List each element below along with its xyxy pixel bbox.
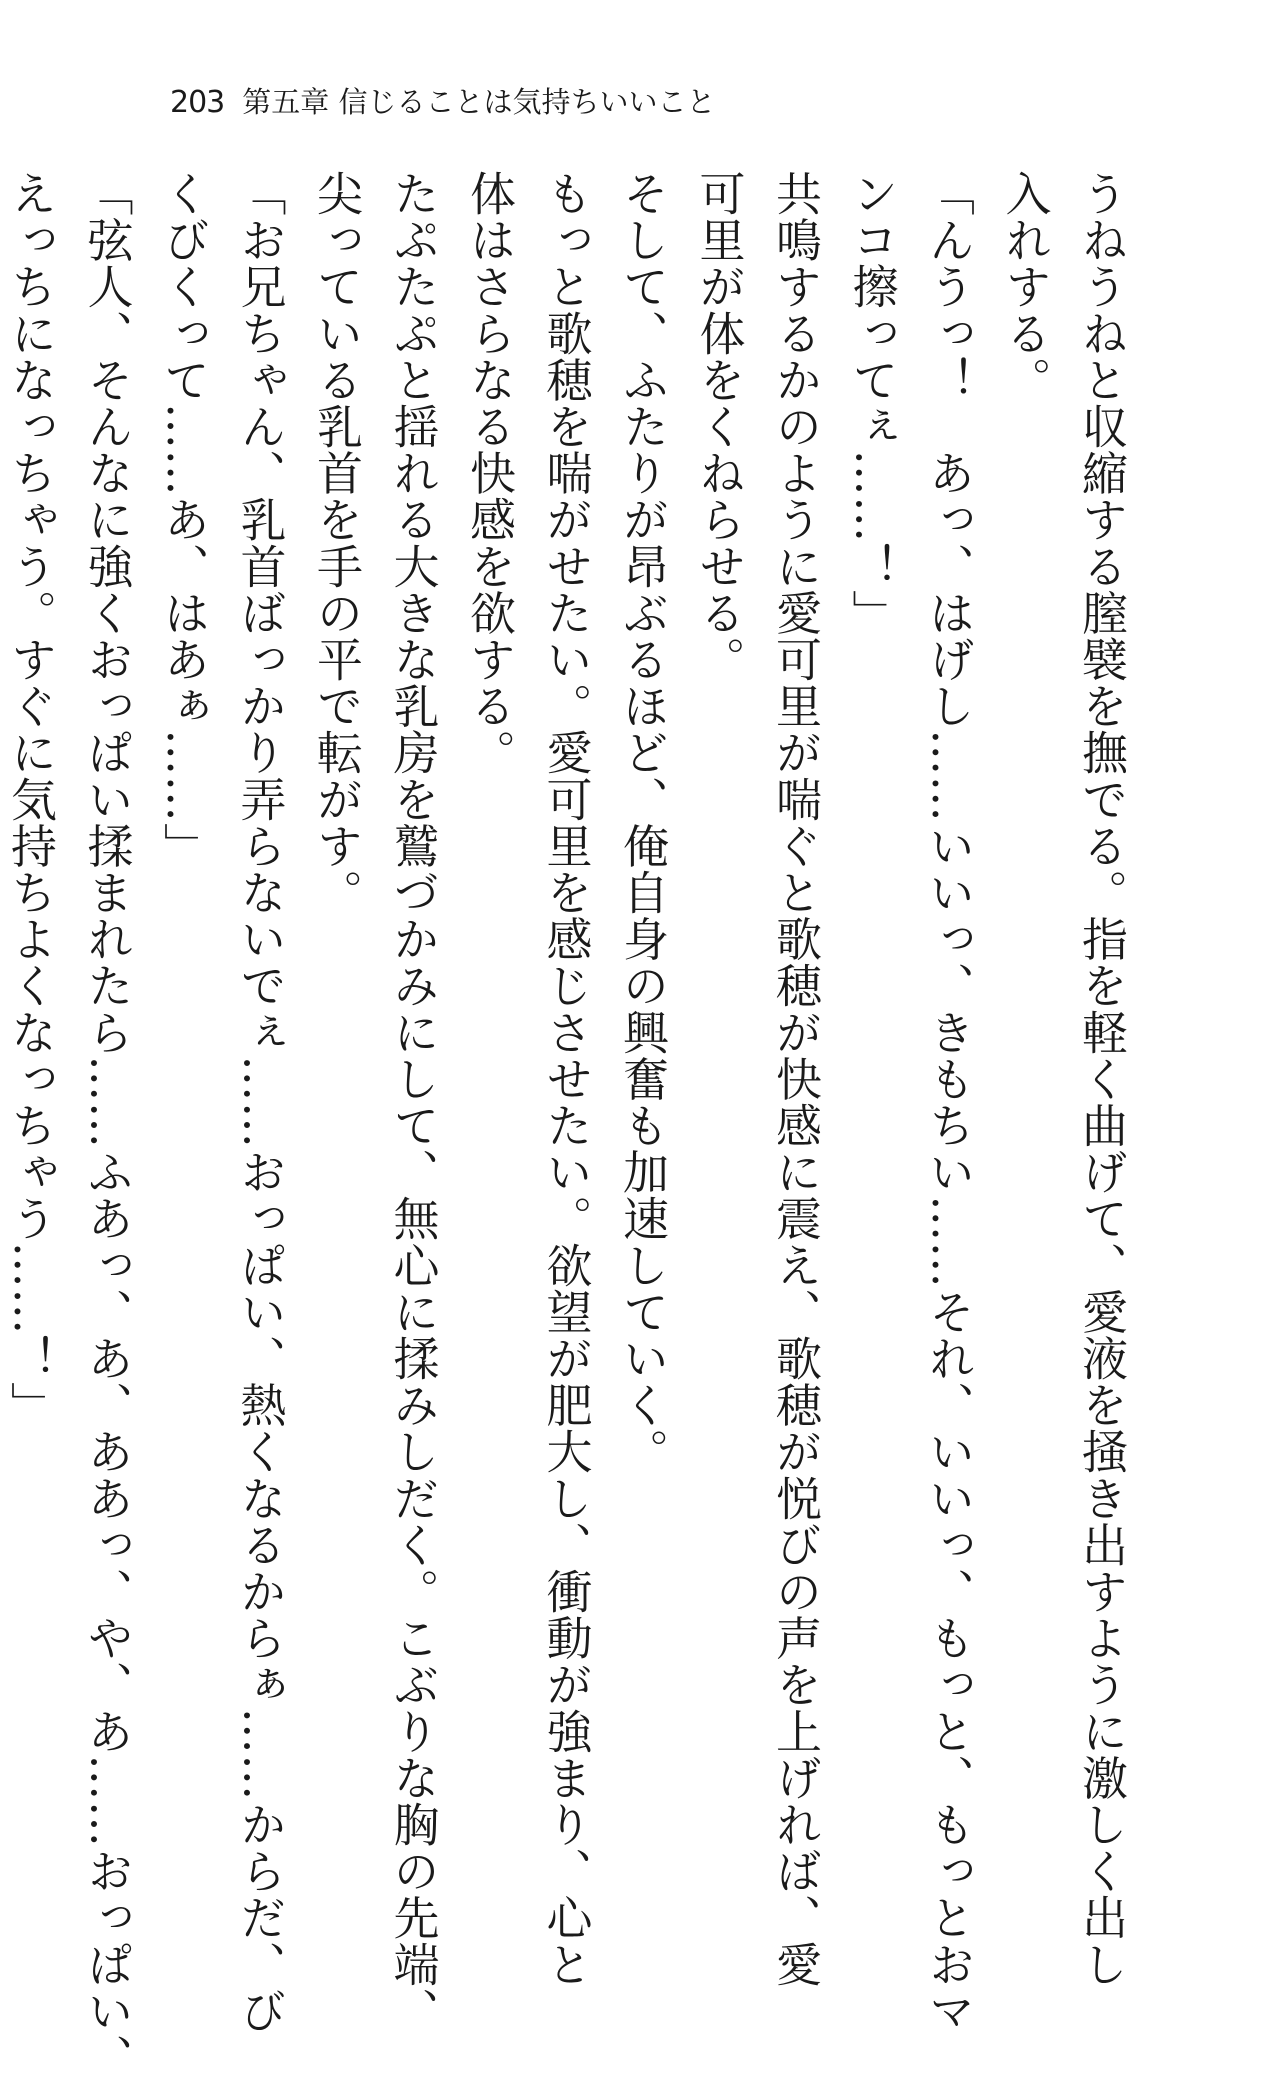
text-line: うねうねと収縮する膣襞を撫でる。指を軽く曲げて、愛液を掻き出すように激しく出し — [1075, 170, 1129, 1988]
text-line: 共鳴するかのように愛可里が喘ぐと歌穂が快感に震え、歌穂が悦びの声を上げれば、愛 — [769, 170, 823, 1988]
text-line: 体はさらなる快感を欲する。 — [463, 170, 517, 776]
text-line: 可里が体をくねらせる。 — [692, 170, 747, 683]
text-line: 「んうっ！ あっ、はげし……いいっ、きもちい……それ、いいっ、もっと、もっとおマ — [922, 170, 976, 2034]
text-line: もっと歌穂を喘がせたい。愛可里を感じさせたい。欲望が肥大し、衝動が強まり、心と — [539, 170, 594, 1988]
text-line: えっちになっちゃう。すぐに気持ちよくなっちゃう……！」 — [4, 170, 58, 1429]
running-head — [170, 80, 716, 120]
text-line: たぷたぷと揺れる大きな乳房を鷲づかみにして、無心に揉みしだく。こぶりな胸の先端、 — [386, 170, 441, 2034]
text-line: そして、ふたりが昂ぶるほど、俺自身の興奮も加速していく。 — [616, 170, 670, 1475]
text-line: ンコ擦ってぇ……！」 — [845, 170, 900, 636]
text-line: 尖っている乳首を手の平で転がす。 — [310, 170, 364, 916]
body-text — [4, 170, 1140, 2081]
text-line: 入れする。 — [998, 170, 1053, 403]
text-line: 「弦人、そんなに強くおっぱい揉まれたら……ふあっ、あ、ああっ、や、あ……おっぱい、 — [80, 170, 135, 2081]
page-number: 203 — [170, 85, 225, 120]
chapter-title: 第五章 信じることは気持ちいいこと — [242, 85, 716, 119]
text-line: 「お兄ちゃん、乳首ばっかり弄らないでぇ……おっぱい、熱くなるからぁ……からだ、び — [233, 170, 288, 2034]
text-line: くびくって……あ、はあぁ……」 — [157, 170, 211, 869]
